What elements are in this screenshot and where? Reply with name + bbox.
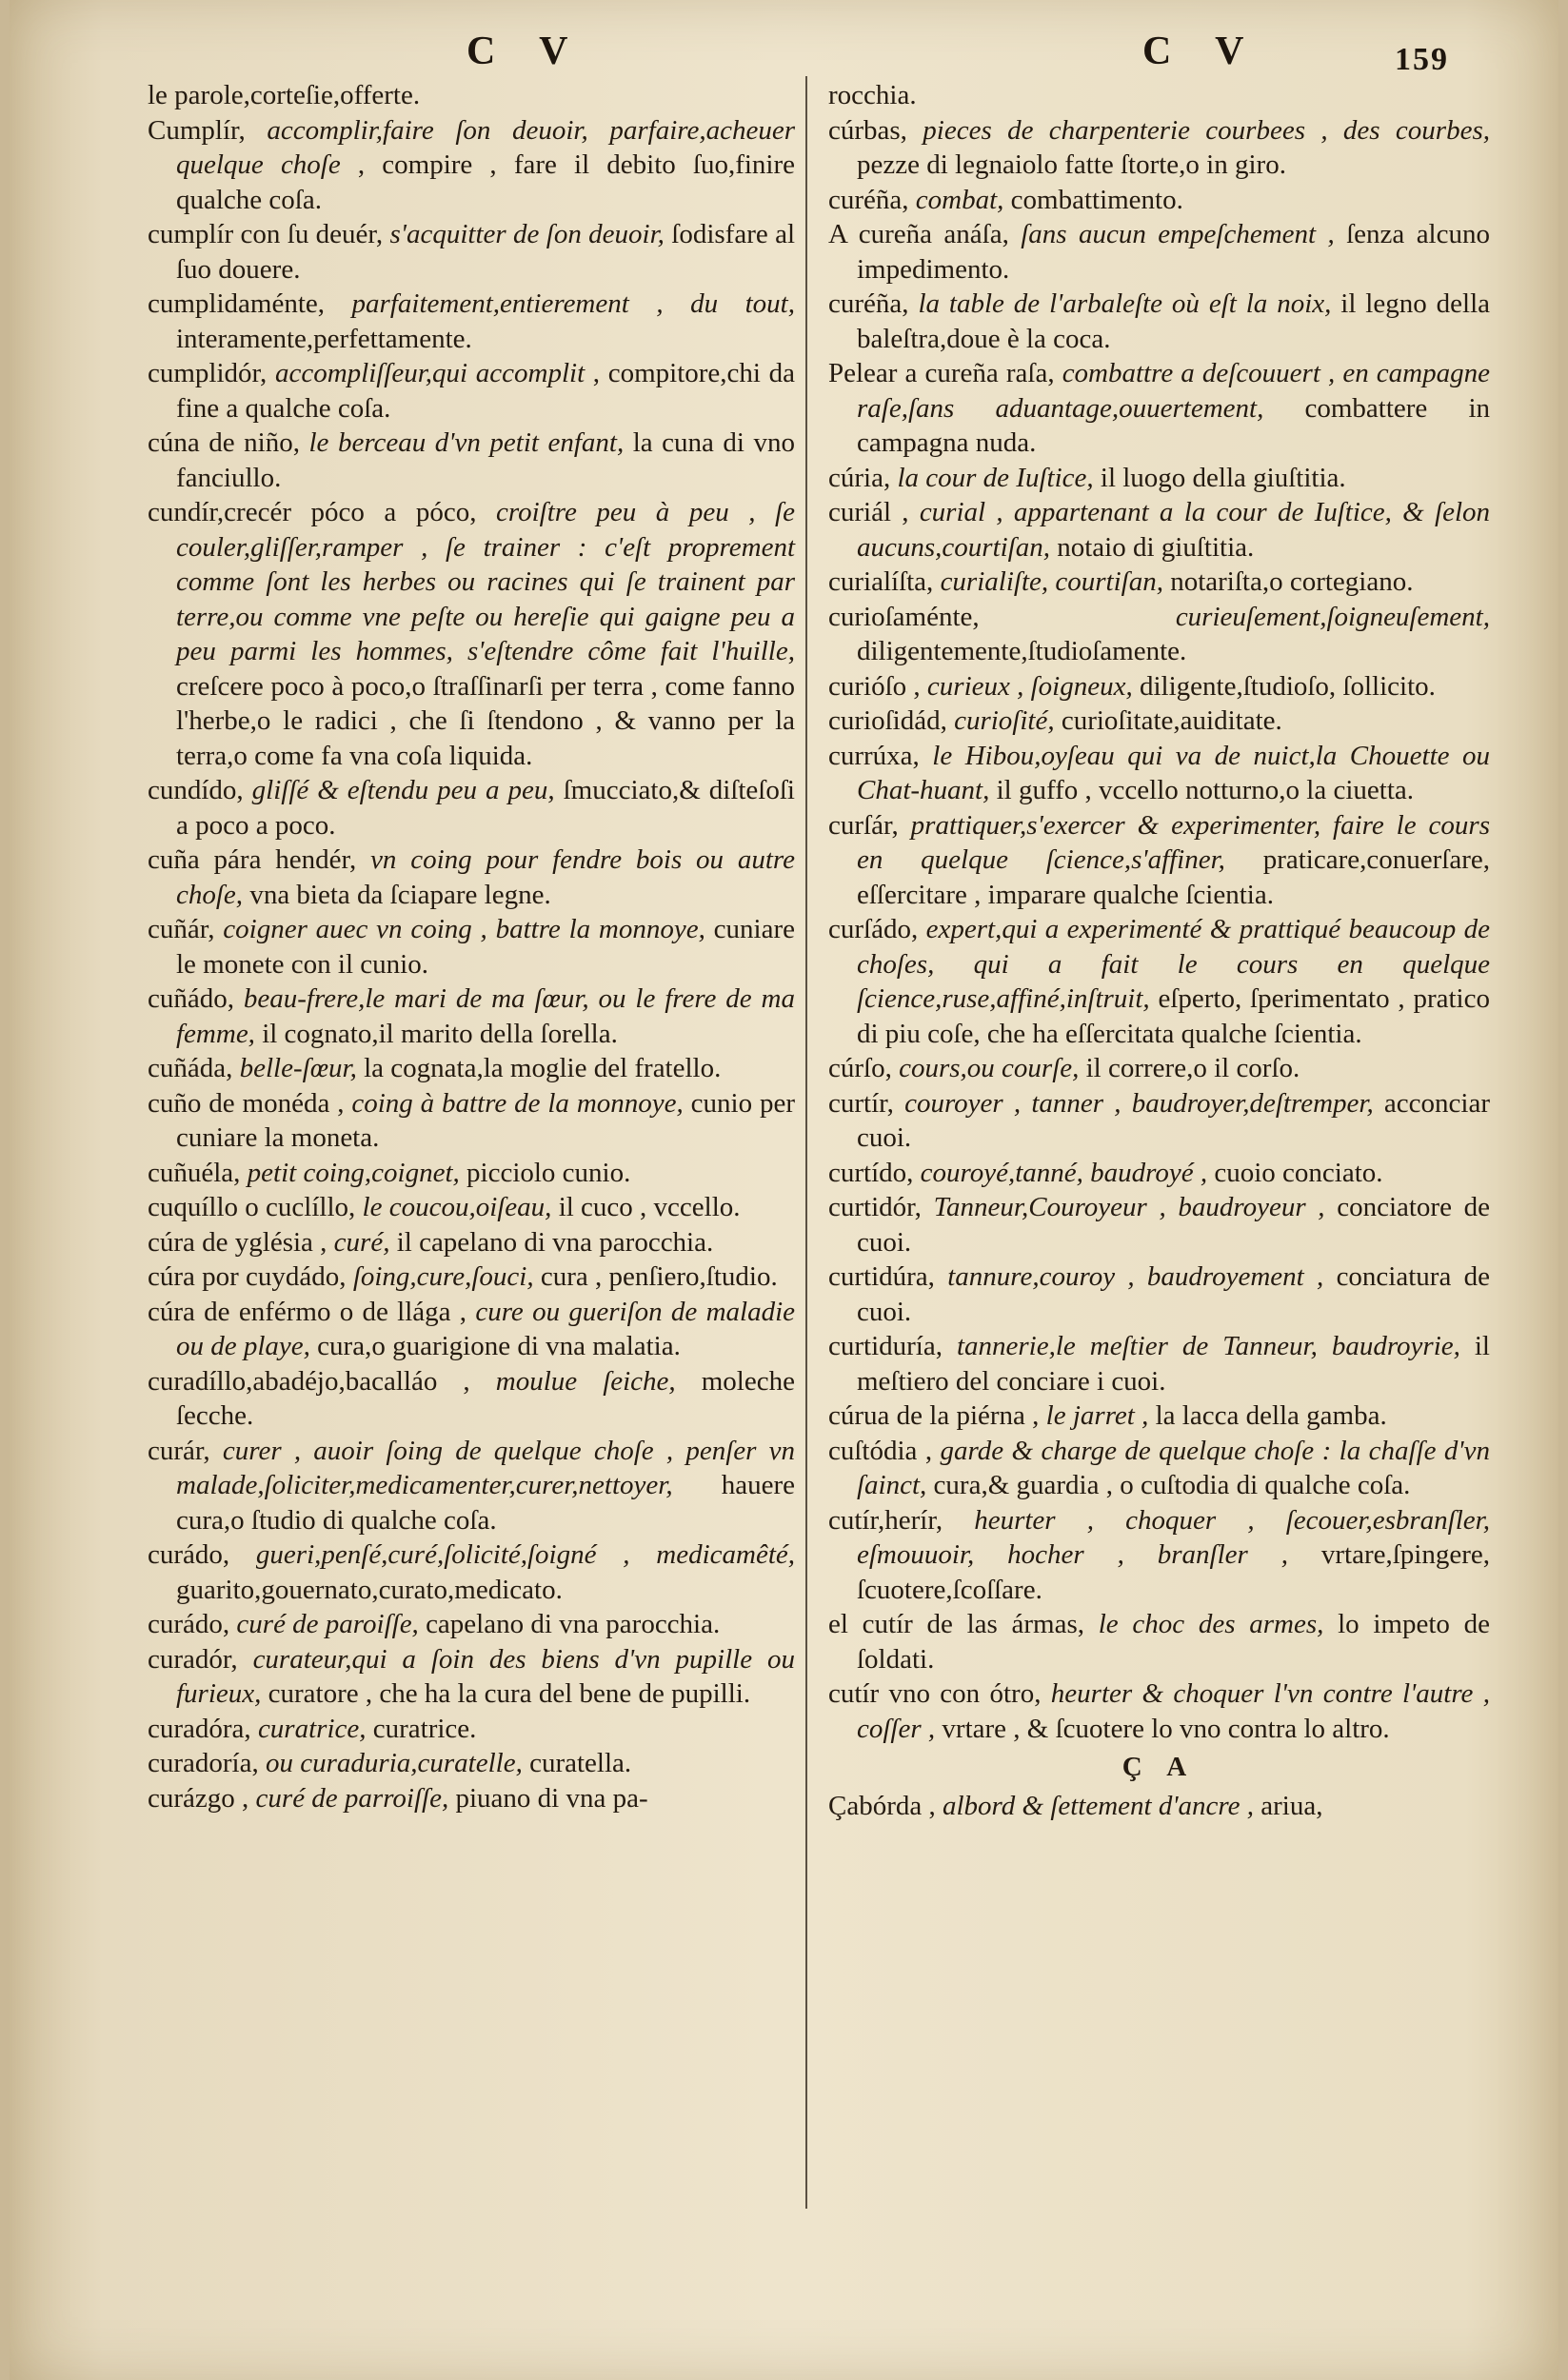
dictionary-entry xyxy=(148,1295,795,1364)
french-gloss: ou curaduria,curatelle, xyxy=(266,1748,530,1778)
french-gloss: la table de l'arbaleſte où eſt la noix, xyxy=(918,288,1341,319)
dictionary-entry xyxy=(148,843,795,912)
italian-gloss: capelano di vna parocchia. xyxy=(426,1609,721,1639)
italian-gloss: guarito,gouernato,curato,medicato. xyxy=(176,1574,563,1605)
french-gloss: combattre a deſcouuert , en campagne raſe,ſans aduantage,ouuertement, xyxy=(857,358,1490,424)
headword: cuñáda, xyxy=(148,1053,240,1083)
french-gloss: cours,ou courſe, xyxy=(899,1053,1086,1083)
french-gloss: garde & charge de quelque choſe : la chaſſe d'vn ſainct, xyxy=(857,1435,1490,1500)
italian-gloss: il cuco , vccello. xyxy=(558,1192,741,1222)
french-gloss: expert,qui a experimenté & prattiqué beaucoup de choſes, qui a fait le cours en quelque ſcience,ruse,affiné,inſtruit, xyxy=(857,914,1490,1014)
italian-gloss: la cognata,la moglie del fratello. xyxy=(364,1053,722,1083)
french-gloss: curatrice, xyxy=(257,1713,373,1744)
dictionary-entry xyxy=(148,426,795,495)
french-gloss: moulue ſeiche, xyxy=(495,1365,702,1397)
headword: cutír,herír, xyxy=(828,1504,975,1536)
dictionary-entry xyxy=(828,287,1490,356)
headword: cumplidaménte, xyxy=(148,288,352,319)
french-gloss: curial , appartenant a la cour de Iuſtice, & ſelon aucuns,courtiſan, xyxy=(857,497,1490,563)
italian-gloss: ſmucciato,& diſteſoſi a poco a poco. xyxy=(176,775,795,841)
dictionary-entry xyxy=(828,217,1490,287)
italian-gloss: piuano di vna pa- xyxy=(455,1782,648,1814)
dictionary-entry xyxy=(148,1156,795,1191)
italian-gloss: notaio di giuſtitia. xyxy=(1057,531,1255,563)
headword: cundído, xyxy=(148,775,252,805)
headword: cuñuéla, xyxy=(148,1157,248,1188)
french-gloss: gliſſé & eſtendu peu a peu, xyxy=(251,775,564,805)
dictionary-entry xyxy=(148,1746,795,1781)
french-gloss: coigner auec vn coing , battre la monnoye, xyxy=(223,914,714,944)
headword: curiál , xyxy=(828,497,920,527)
italian-gloss: combattimento. xyxy=(1010,184,1183,215)
dictionary-entry xyxy=(828,1190,1490,1259)
french-gloss: belle-ſœur, xyxy=(239,1053,365,1083)
dictionary-entry xyxy=(828,1329,1490,1398)
dictionary-entry xyxy=(828,183,1490,218)
headword: curioſidád, xyxy=(828,705,955,736)
dictionary-entry xyxy=(828,1789,1490,1824)
dictionary-entry xyxy=(148,1537,795,1607)
headword: Çabórda , xyxy=(828,1790,943,1821)
italian-gloss: ſodisfare al ſuo douere. xyxy=(176,219,795,285)
dictionary-entry xyxy=(828,1434,1490,1503)
italian-gloss: picciolo cunio. xyxy=(466,1157,631,1188)
headword: cutír vno con ótro, xyxy=(828,1678,1051,1709)
italian-gloss: pezze di legnaiolo fatte ſtorte,o in giro. xyxy=(857,149,1286,180)
dictionary-entry xyxy=(828,1607,1490,1676)
french-gloss: petit coing,coignet, xyxy=(247,1157,467,1188)
headword: cumplír con ſu deuér, xyxy=(148,219,390,249)
french-gloss: curé de parroiſſe, xyxy=(255,1782,456,1814)
italian-gloss: le parole,corteſie,offerte. xyxy=(148,80,421,110)
italian-gloss: curatore , che ha la cura del bene de pupilli. xyxy=(268,1678,751,1709)
dictionary-entry xyxy=(828,1259,1490,1329)
italian-gloss: , compitore,chi da fine a qualche coſa. xyxy=(176,358,795,424)
headword: curádo, xyxy=(148,1539,256,1570)
french-gloss: le choc des armes, xyxy=(1098,1609,1339,1639)
dictionary-entry xyxy=(148,982,795,1051)
french-gloss: coing à battre de la monnoye, xyxy=(351,1087,691,1119)
italian-gloss: vna bieta da ſciapare legne. xyxy=(249,879,551,910)
french-gloss: s'acquitter de ſon deuoir, xyxy=(389,219,672,249)
headword: cuquíllo o cuclíllo, xyxy=(148,1192,363,1222)
headword: el cutír de las ármas, xyxy=(828,1609,1099,1639)
dictionary-entry xyxy=(148,495,795,773)
french-gloss: le jarret , xyxy=(1045,1400,1156,1431)
dictionary-entry xyxy=(828,739,1490,808)
dictionary-entry xyxy=(148,1364,795,1434)
italian-gloss: cuniare le monete con il cunio. xyxy=(176,914,795,980)
dictionary-entry xyxy=(148,1712,795,1747)
italian-gloss: combattere in campagna nuda. xyxy=(857,392,1490,458)
dictionary-entry xyxy=(148,356,795,426)
dictionary-entry xyxy=(148,78,795,113)
headword: cúrbas, xyxy=(828,114,923,146)
italian-gloss: moleche ſecche. xyxy=(176,1365,795,1431)
italian-gloss: diligentemente,ſtudioſamente. xyxy=(857,636,1187,666)
headword: curióſo , xyxy=(828,670,927,702)
dictionary-entry xyxy=(828,78,1490,113)
italian-gloss: cunio per cuniare la moneta. xyxy=(176,1087,795,1153)
french-gloss: couroyé,tanné, baudroyé , xyxy=(920,1157,1215,1188)
dictionary-entry xyxy=(828,1156,1490,1191)
left-column xyxy=(148,78,795,1815)
dictionary-entry xyxy=(828,1051,1490,1086)
dictionary-entry xyxy=(828,565,1490,600)
italian-gloss: curioſitate,auiditate. xyxy=(1061,705,1282,736)
italian-gloss: il correre,o il corſo. xyxy=(1085,1053,1300,1083)
italian-gloss: conciatura de cuoi. xyxy=(857,1261,1490,1327)
french-gloss: le coucou,oiſeau, xyxy=(362,1192,559,1222)
headword: curázgo , xyxy=(148,1782,256,1814)
italian-gloss: curatrice. xyxy=(372,1713,477,1744)
dictionary-entry xyxy=(148,1607,795,1642)
italian-gloss: curatella. xyxy=(529,1748,632,1778)
dictionary-entry xyxy=(828,704,1490,739)
italian-gloss: interamente,perfettamente. xyxy=(176,323,472,354)
headword: curtiduría, xyxy=(828,1331,957,1361)
dictionary-entry xyxy=(828,669,1490,704)
italian-gloss: hauere cura,o ſtudio di qualche coſa. xyxy=(176,1470,795,1536)
dictionary-entry xyxy=(148,1225,795,1260)
french-gloss: heurter , choquer , ſecouer,esbranſler, eſmouuoir, hocher , branſler , xyxy=(857,1504,1490,1570)
french-gloss: ſoing,cure,ſouci, xyxy=(352,1261,541,1292)
headword: cúrſo, xyxy=(828,1053,900,1083)
french-gloss: pieces de charpenterie courbees , des courbes, xyxy=(923,114,1490,146)
italian-gloss: la cuna di vno fanciullo. xyxy=(176,427,796,493)
dictionary-entry xyxy=(828,1676,1490,1746)
dictionary-entry xyxy=(828,912,1490,1051)
dictionary-entry xyxy=(828,1398,1490,1434)
italian-gloss: notariſta,o cortegiano. xyxy=(1170,566,1414,597)
italian-gloss: ariua, xyxy=(1260,1790,1323,1821)
french-gloss: le Hibou,oyſeau qui va de nuict,la Chouette ou Chat-huant, xyxy=(857,740,1490,805)
italian-gloss: il cognato,il marito della ſorella. xyxy=(262,1018,618,1049)
french-gloss: curieux , ſoigneux, xyxy=(926,670,1140,702)
headword: cumplidór, xyxy=(148,358,275,388)
italian-gloss: cura , penſiero,ſtudio. xyxy=(540,1261,778,1292)
french-gloss: curioſité, xyxy=(954,705,1062,736)
headword: curadóra, xyxy=(148,1713,258,1744)
dictionary-entry xyxy=(148,1642,795,1712)
french-gloss: curé, xyxy=(333,1226,397,1258)
headword: curialíſta, xyxy=(828,566,941,597)
headword: curtidór, xyxy=(828,1192,934,1222)
dictionary-entry xyxy=(148,217,795,287)
headword: curéña, xyxy=(828,184,916,215)
headword: cundír,crecér póco a póco, xyxy=(148,497,497,527)
headword: curtír, xyxy=(828,1087,905,1119)
italian-gloss: conciatore de cuoi. xyxy=(857,1192,1490,1258)
italian-gloss: cura,& guardia , o cuſtodia di qualche coſa. xyxy=(933,1470,1411,1500)
dictionary-entry xyxy=(828,495,1490,565)
french-gloss: couroyer , tanner , baudroyer,deſtremper, xyxy=(904,1087,1384,1119)
italian-gloss: cura,o guarigione di vna malatia. xyxy=(317,1331,681,1361)
headword: curſár, xyxy=(828,809,911,841)
headword: cuñádo, xyxy=(148,983,244,1014)
headword: currúxa, xyxy=(828,740,933,771)
italian-gloss: ſenza alcuno impedimento. xyxy=(857,219,1490,285)
italian-gloss: la lacca della gamba. xyxy=(1155,1400,1387,1431)
french-gloss: tannerie,le meſtier de Tanneur, baudroyrie, xyxy=(956,1331,1475,1361)
italian-gloss: diligente,ſtudioſo, ſollicito. xyxy=(1139,670,1436,702)
dictionary-page xyxy=(10,0,1558,2380)
headword: cúra de enférmo o de llága , xyxy=(148,1296,476,1327)
italian-gloss: acconciar cuoi. xyxy=(857,1087,1490,1153)
dictionary-entry xyxy=(148,1190,795,1225)
dictionary-entry xyxy=(828,461,1490,496)
french-gloss: gueri,penſé,curé,ſolicité,ſoigné , medicamêté, xyxy=(255,1539,795,1570)
headword: cuſtódia , xyxy=(828,1435,941,1466)
right-column xyxy=(828,78,1490,1823)
headword: curadoría, xyxy=(148,1748,266,1778)
headword: cúra por cuydádo, xyxy=(148,1261,353,1292)
italian-gloss: vrtare,ſpingere, ſcuotere,ſcoſſare. xyxy=(857,1539,1490,1605)
french-gloss: vn coing pour fendre bois ou autre choſe, xyxy=(176,844,795,910)
french-gloss: curateur,qui a ſoin des biens d'vn pupille ou furieux, xyxy=(176,1643,795,1709)
french-gloss: combat, xyxy=(915,184,1011,215)
headword: cúrua de la piérna , xyxy=(828,1400,1046,1431)
dictionary-entry xyxy=(828,808,1490,913)
dictionary-entry xyxy=(828,1503,1490,1608)
headword: curſádo, xyxy=(828,914,926,944)
french-gloss: cure ou gueriſon de maladie ou de playe, xyxy=(176,1296,795,1361)
italian-gloss: il meſtiero del conciare i cuoi. xyxy=(857,1331,1490,1397)
headword: curéña, xyxy=(828,288,919,319)
headword: Pelear a cureña raſa, xyxy=(828,358,1062,388)
headword: curádo, xyxy=(148,1609,237,1639)
headword: cúra de yglésia , xyxy=(148,1226,334,1258)
headword: curadór, xyxy=(148,1643,253,1675)
section-heading: Ç A xyxy=(1121,1752,1197,1782)
headword: cúria, xyxy=(828,462,898,493)
italian-gloss: praticare,conuerſare, eſſercitare , imparare qualche ſcientia. xyxy=(857,844,1490,910)
italian-gloss: eſperto, ſperimentato , pratico di piu coſe, che ha eſſercitata qualche ſcientia. xyxy=(857,983,1490,1049)
french-gloss: le berceau d'vn petit enfant, xyxy=(308,427,633,458)
french-gloss: Tanneur,Couroyeur , baudroyeur , xyxy=(933,1192,1338,1222)
french-gloss: parfaitement,entierement , du tout, xyxy=(351,288,795,319)
french-gloss: beau-frere,le mari de ma ſœur, ou le frere de ma femme, xyxy=(176,983,795,1049)
headword: curtído, xyxy=(828,1157,921,1188)
italian-gloss: cuoio conciato. xyxy=(1214,1157,1383,1188)
dictionary-entry xyxy=(828,113,1490,183)
dictionary-entry xyxy=(148,113,795,218)
french-gloss: curieuſement,ſoigneuſement, xyxy=(1175,601,1490,632)
headword: curár, xyxy=(148,1435,223,1466)
running-head-left: C V xyxy=(466,30,586,73)
dictionary-entry xyxy=(828,600,1490,669)
french-gloss: accompliſſeur,qui accomplit xyxy=(274,358,593,388)
headword: cuña pára hendér, xyxy=(148,844,371,875)
french-gloss: prattiquer,s'exercer & experimenter, faire le cours en quelque ſcience,s'affiner, xyxy=(857,809,1490,875)
headword: Cumplír, xyxy=(148,114,268,146)
dictionary-entry xyxy=(148,1434,795,1538)
french-gloss: croiſtre peu à peu , ſe couler,gliſſer,ramper , ſe trainer : c'eſt proprement comme ſont les herbes ou racines qui ſe trainent par terre,ou comme vne peſte ou hereſie qui gaigne peu a peu parmi les hommes, s'eſtendre côme fait l'huille, xyxy=(176,497,795,666)
dictionary-entry xyxy=(148,912,795,982)
french-gloss: curé de paroiſſe, xyxy=(236,1609,427,1639)
french-gloss: accomplir,faire ſon deuoir, parfaire,acheuer quelque choſe xyxy=(176,114,795,180)
headword: curtidúra, xyxy=(828,1261,948,1292)
italian-gloss: lo impeto de ſoldati. xyxy=(857,1609,1491,1675)
dictionary-entry xyxy=(148,773,795,843)
italian-gloss: il luogo della giuſtitia. xyxy=(1100,462,1346,493)
french-gloss: tannure,couroy , baudroyement , xyxy=(947,1261,1337,1292)
dictionary-entry xyxy=(148,1781,795,1816)
french-gloss: la cour de Iuſtice, xyxy=(897,462,1101,493)
headword: cuñár, xyxy=(148,914,224,944)
italian-gloss: il legno della baleſtra,doue è la coca. xyxy=(857,288,1490,354)
french-gloss: ſans aucun empeſchement , xyxy=(1021,219,1347,249)
french-gloss: heurter & choquer l'vn contre l'autre , coſſer , xyxy=(857,1678,1491,1744)
headword: cuño de monéda , xyxy=(148,1087,352,1119)
dictionary-entry xyxy=(148,1086,795,1156)
italian-gloss: rocchia. xyxy=(828,80,917,110)
dictionary-entry xyxy=(828,1086,1490,1156)
running-head-right: C V xyxy=(1142,30,1261,73)
dictionary-entry xyxy=(828,356,1490,461)
italian-gloss: il capelano di vna parocchia. xyxy=(396,1226,714,1258)
headword: A cureña anáſa, xyxy=(828,219,1022,249)
french-gloss: curer , auoir ſoing de quelque choſe , penſer vn malade,ſoliciter,medicamenter,curer,nettoyer, xyxy=(176,1435,795,1500)
headword: curadíllo,abadéjo,bacalláo , xyxy=(148,1365,496,1397)
italian-gloss: il guffo , vccello notturno,o la ciuetta. xyxy=(996,775,1414,805)
dictionary-entry xyxy=(148,287,795,356)
italian-gloss: creſcere poco à poco,o ſtraſſinarſi per terra , come fanno l'herbe,o le radici , che ſi ſtendono , & vanno per la terra,o come fa vna coſa liquida. xyxy=(176,670,795,771)
italian-gloss: vrtare , & ſcuotere lo vno contra lo altro. xyxy=(942,1713,1390,1744)
headword: cúna de niño, xyxy=(148,427,309,458)
italian-gloss: , compire , fare il debito ſuo,finire qualche coſa. xyxy=(176,149,796,215)
page-number: 159 xyxy=(1395,42,1449,77)
dictionary-entry xyxy=(148,1259,795,1295)
dictionary-entry xyxy=(148,1051,795,1086)
french-gloss: albord & ſettement d'ancre , xyxy=(943,1790,1261,1821)
french-gloss: curialiſte, courtiſan, xyxy=(940,566,1171,597)
headword: curioſaménte, xyxy=(828,601,1176,632)
column-divider xyxy=(805,76,807,2209)
